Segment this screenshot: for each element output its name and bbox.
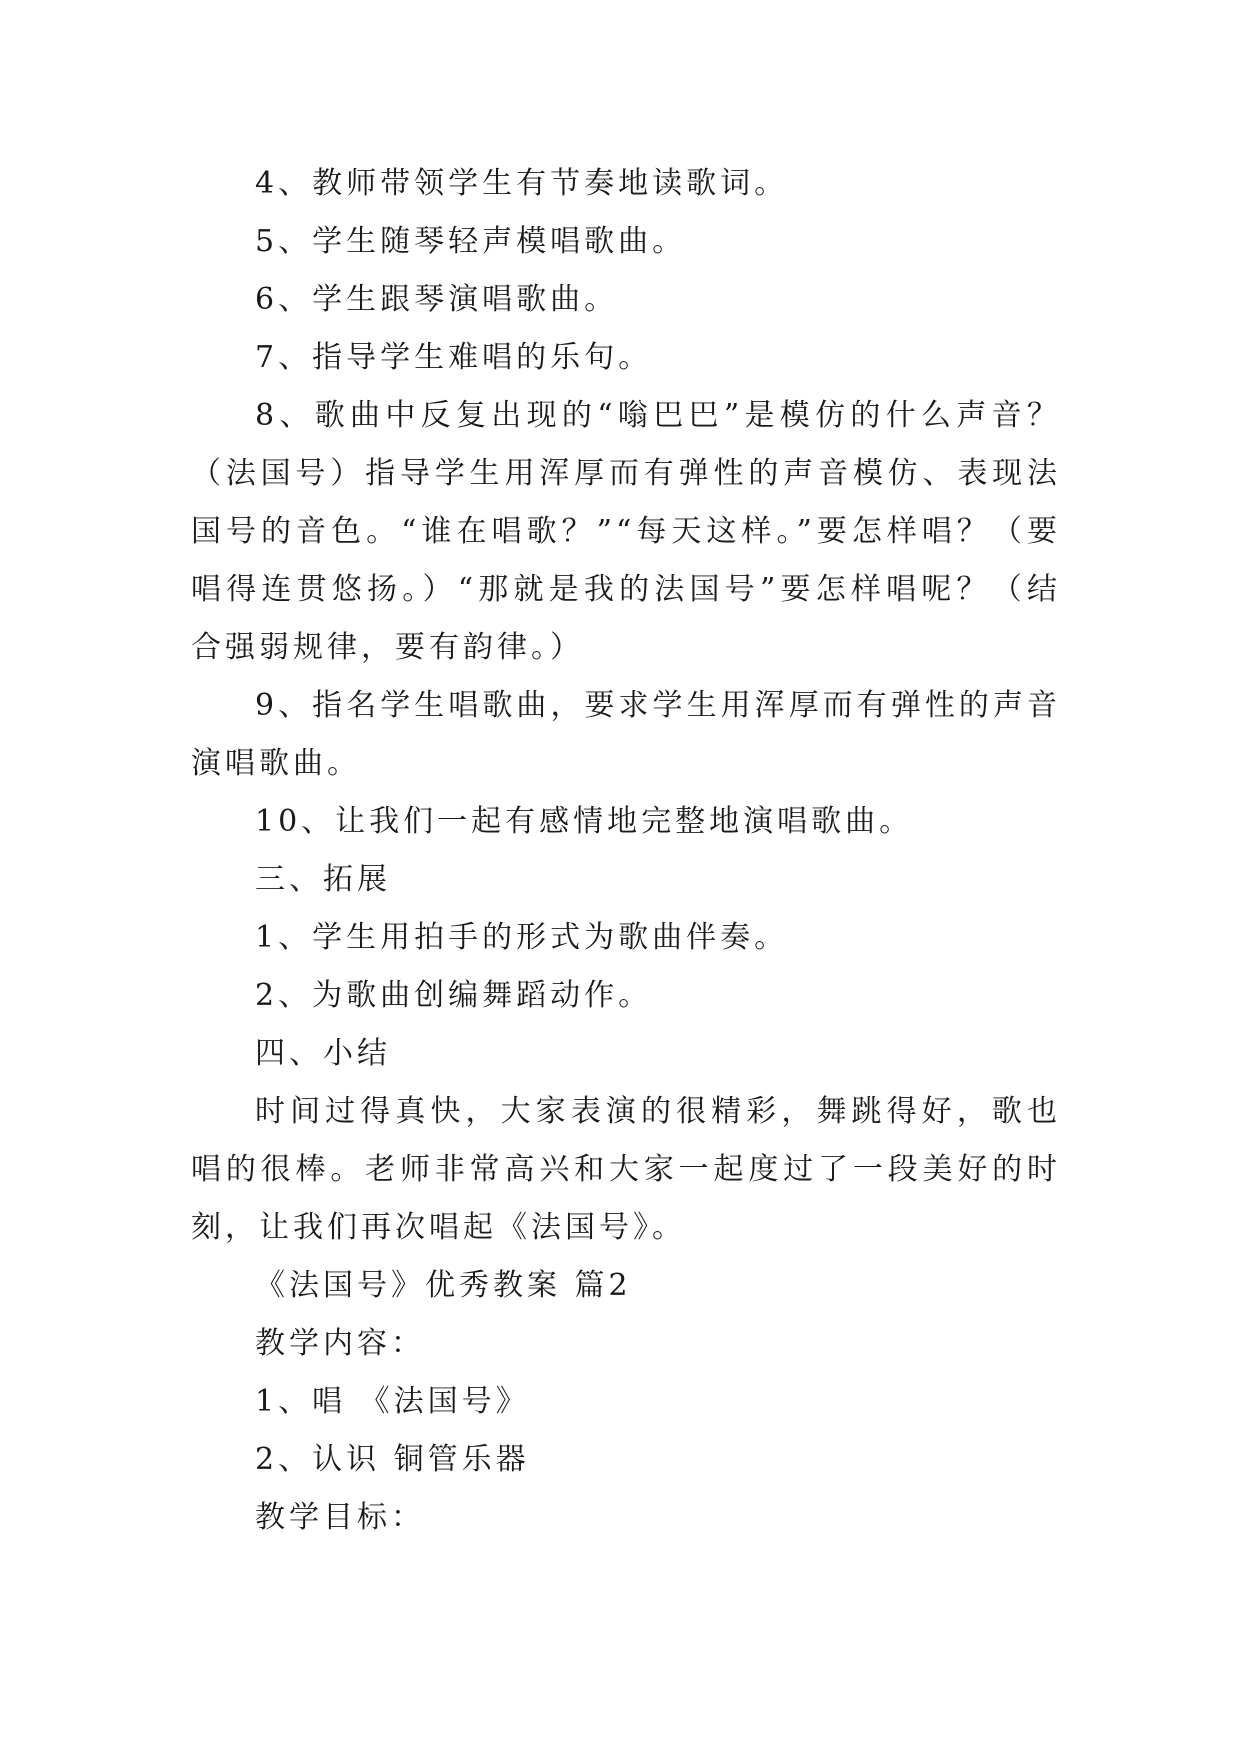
section-heading-extension: 三、拓展 [255,862,391,897]
paragraph-content-1: 1、唱 《法国号》 [255,1384,530,1419]
paragraph-extension-2: 2、为歌曲创编舞蹈动作。 [255,978,653,1013]
section-heading-summary: 四、小结 [255,1036,391,1071]
document-body [191,155,1061,1547]
paragraph-step-6: 6、学生跟琴演唱歌曲。 [255,282,619,317]
paragraph-step-5: 5、学生随琴轻声模唱歌曲。 [255,224,687,259]
heading-teaching-content: 教学内容： [255,1326,425,1361]
paragraph-step-4: 4、教师带领学生有节奏地读歌词。 [255,166,789,201]
paragraph-summary: 时间过得真快，大家表演的很精彩，舞跳得好，歌也唱的很棒。老师非常高兴和大家一起度过了一段美好的时刻，让我们再次唱起《法国号》。 [191,1094,1061,1245]
paragraph-step-9: 9、指名学生唱歌曲，要求学生用浑厚而有弹性的声音演唱歌曲。 [191,688,1061,781]
paragraph-extension-1: 1、学生用拍手的形式为歌曲伴奏。 [255,920,789,955]
paragraph-content-2: 2、认识 铜管乐器 [255,1442,530,1477]
paragraph-step-7: 7、指导学生难唱的乐句。 [255,340,653,375]
lesson-title-part-2: 《法国号》优秀教案 篇2 [255,1268,632,1303]
paragraph-step-10: 10、让我们一起有感情地完整地演唱歌曲。 [255,804,914,839]
paragraph-step-8: 8、歌曲中反复出现的“嗡巴巴”是模仿的什么声音？（法国号）指导学生用浑厚而有弹性的声音模仿、表现法国号的音色。“谁在唱歌？”“每天这样。”要怎样唱？（要唱得连贯悠扬。）“那就是我的法国号”要怎样唱呢？（结合强弱规律，要有韵律。） [191,398,1061,665]
heading-teaching-goals: 教学目标： [255,1500,425,1535]
